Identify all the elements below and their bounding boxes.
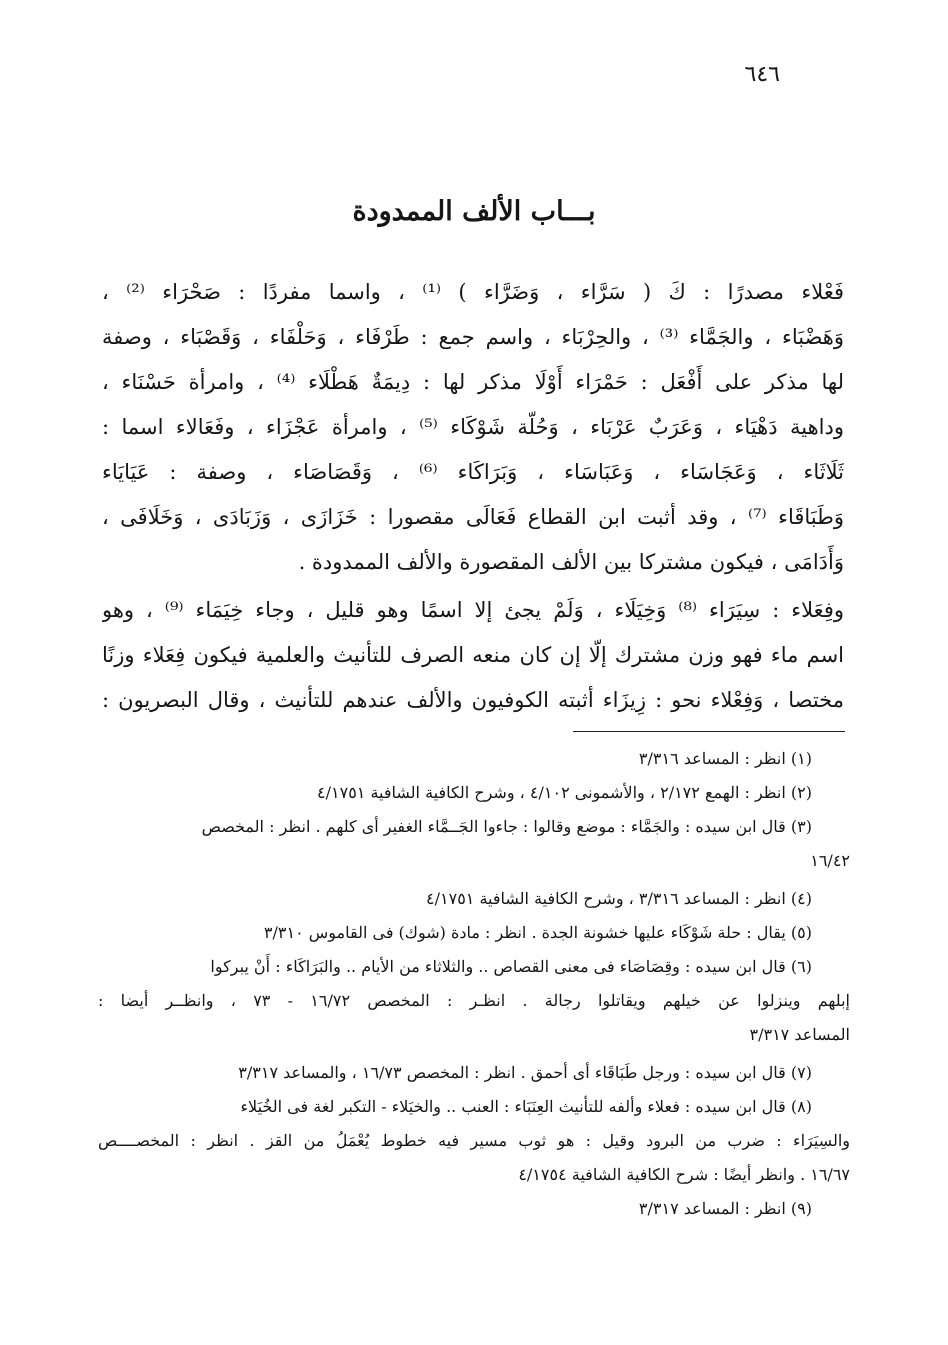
footnote-7: (٧) قال ابن سيده : ورجل طَبَاقَاء أى أحمق . انظر : المخصص ١٦/٧٣ ، والمساعد ٣/٣١٧ xyxy=(238,1063,812,1082)
body-line: وَهَضْبَاء ، والجَمَّاء ⁽³⁾ ، والحِرْبَاء ، واسم جمع : طَرْفَاء ، وَحَلْفَاء ، وَقَصْبَاء ، وصفة xyxy=(102,325,844,349)
body-line: اسم ماء فهو وزن مشترك إلّا إن كان منعه الصرف للتأنيث والعلمية فيكون فِعَلاء وزنًا xyxy=(102,643,844,667)
body-line: وَطَبَاقَاء ⁽⁷⁾ ، وقد أثبت ابن القطاع فَعَالَى مقصورا : خَزَازَى ، وَزَبَادَى ، وَخَلَافَى ، xyxy=(102,505,844,529)
footnote-3-continuation: ١٦/٤٢ xyxy=(810,851,850,870)
body-line: مختصا ، وَفِعْلاء نحو : زِيزَاء أثبته الكوفيون والألف عندهم للتأنيث ، وقال البصريون : xyxy=(102,688,844,712)
footnote-6-continuation: إبلهم وينزلوا عن خيلهم ويقاتلوا رجالة . انظـر : المخصص ١٦/٧٢ - ٧٣ ، وانظــر أيضا : xyxy=(98,991,850,1010)
main-text xyxy=(102,270,844,723)
footnote-5: (٥) يقال : حلة شَوْكَاء عليها خشونة الجدة . انظر : مادة (شوك) فى القاموس ٣/٣١٠ xyxy=(263,923,812,942)
footnote-6: (٦) قال ابن سيده : وقِصَاصَاء فى معنى القصاص .. والثلاثاء من الأيام .. والبَرَاكَاء : أَنْ يبركوا xyxy=(210,957,812,976)
body-line: وَأَدَامَى ، فيكون مشتركا بين الألف المقصورة والألف الممدودة . xyxy=(298,550,844,574)
footnote-6-continuation: المساعد ٣/٣١٧ xyxy=(749,1025,850,1044)
page-number: ٦٤٦ xyxy=(744,62,780,87)
footnote-8: (٨) قال ابن سيده : فعلاء وألفه للتأنيث العِنَبَاء : العنب .. والخيَلاء - التكبر لغة فى الخُيَلاء xyxy=(240,1097,812,1116)
footnote-4: (٤) انظر : المساعد ٣/٣١٦ ، وشرح الكافية الشافية ٤/١٧٥١ xyxy=(426,889,812,908)
body-line: ثَلَاثَاء ، وَعَجَاسَاء ، وَعَبَاسَاء ، وَبَرَاكَاء ⁽⁶⁾ ، وَقَصَاصَاء ، وصفة : عَيَايَاء xyxy=(102,460,844,484)
footnote-3: (٣) قال ابن سيده : والجَمَّاء : موضع وقالوا : جاءوا الجَــمَّاء الغفير أى كلهم . انظر : المخصص xyxy=(201,817,812,836)
body-line: لها مذكر على أَفْعَل : حَمْرَاء أَوْلَا مذكر لها : دِيمَةٌ هَطْلَاء ⁽⁴⁾ ، وامرأة حَسْنَاء ، xyxy=(102,370,844,394)
footnote-8-continuation: ١٦/٦٧ . وانظر أيضًا : شرح الكافية الشافية ٤/١٧٥٤ xyxy=(518,1165,850,1184)
footnote-separator xyxy=(573,731,845,732)
footnote-1: (١) انظر : المساعد ٣/٣١٦ xyxy=(638,749,812,768)
body-line: وفِعَلاء : سِيَرَاء ⁽⁸⁾ وَخِيَلَاء ، وَلَمْ يجئ إلا اسمًا وهو قليل ، وجاء خِيَمَاء ⁽⁹⁾ ، وهو xyxy=(102,598,844,622)
body-line: فَعْلاء مصدرًا : كَ ( سَرَّاء ، وَضَرَّاء ) ⁽¹⁾ ، واسما مفردًا : صَحْرَاء ⁽²⁾ ، xyxy=(102,280,844,304)
chapter-title: بـــاب الألف الممدودة xyxy=(352,196,596,227)
footnotes xyxy=(98,742,850,1226)
footnote-2: (٢) انظر : الهمع ٢/١٧٢ ، والأشمونى ٤/١٠٢ ، وشرح الكافية الشافية ٤/١٧٥١ xyxy=(317,783,812,802)
body-line: وداهية دَهْيَاء ، وَعَرَبٌ عَرْبَاء ، وَحُلّة شَوْكَاء ⁽⁵⁾ ، وامرأة عَجْزَاء ، وفَعَالاء اسما : xyxy=(102,415,844,439)
footnote-8-continuation: والسِيَرَاء : ضرب من البرود وقيل : هو ثوب مسير فيه خطوط يُعْمَلُ من القز . انظر : المخصــــص xyxy=(98,1131,850,1150)
footnote-9: (٩) انظر : المساعد ٣/٣١٧ xyxy=(638,1199,812,1218)
